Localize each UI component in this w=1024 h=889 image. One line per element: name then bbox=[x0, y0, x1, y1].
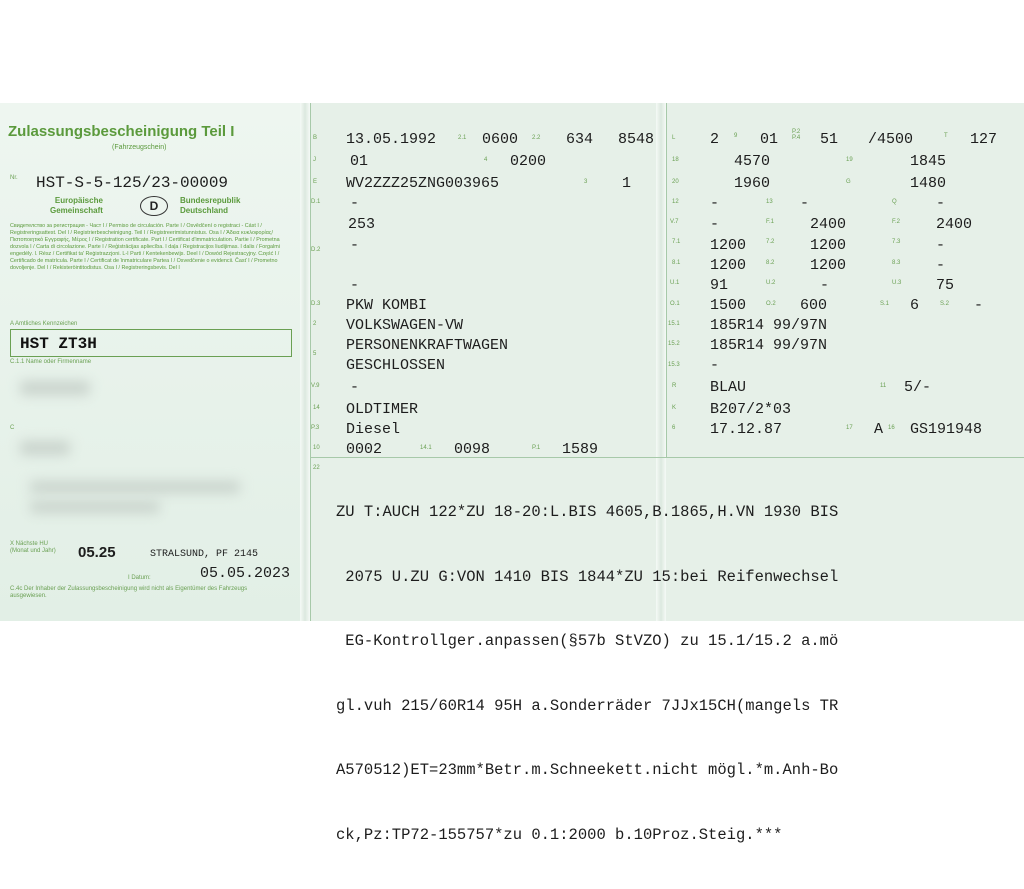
left-panel bbox=[0, 103, 302, 621]
field-d1: - bbox=[350, 195, 360, 212]
remarks-line: A570512)ET=23mm*Betr.m.Schneekett.nicht mögl.*m.Anh-Bo bbox=[336, 761, 839, 779]
code-14: 14 bbox=[313, 405, 320, 411]
c4c-note: C.4c Der Inhaber der Zulassungsbescheinigung wird nicht als Eigentümer des Fahrzeugs ausgewiesen. bbox=[10, 586, 248, 599]
code-b: B bbox=[313, 135, 318, 141]
code-u1: U.1 bbox=[670, 280, 680, 286]
field-2-2-b: 8548 bbox=[618, 131, 655, 148]
code-7-2: 7.2 bbox=[766, 239, 775, 245]
c-label: C bbox=[10, 425, 15, 431]
code-u2: U.2 bbox=[766, 280, 776, 286]
field-8-1: 1200 bbox=[710, 257, 747, 274]
field-p2: 51 bbox=[820, 131, 839, 148]
field-14-1: 0098 bbox=[454, 441, 491, 458]
field-l: 2 bbox=[710, 131, 720, 148]
field-u3: 75 bbox=[936, 277, 955, 294]
eu-label: Europäische Gemeinschaft bbox=[50, 196, 103, 215]
issue-date: 05.05.2023 bbox=[200, 565, 291, 582]
max-speed: 127 bbox=[970, 131, 998, 148]
code-d2: D.2 bbox=[311, 247, 321, 253]
code-t: T bbox=[944, 133, 948, 139]
issuing-office: STRALSUND, PF 2145 bbox=[150, 549, 259, 560]
document-title: Zulassungsbescheinigung Teil I bbox=[8, 123, 235, 140]
field-9: 01 bbox=[760, 131, 779, 148]
d-country-logo: D bbox=[140, 196, 168, 216]
code-8-1: 8.1 bbox=[672, 260, 681, 266]
remarks-line: ZU T:AUCH 122*ZU 18-20:L.BIS 4605,B.1865,H.VN 1930 BIS bbox=[336, 503, 839, 521]
field-d2-b: - bbox=[350, 277, 360, 294]
address-redacted-1 bbox=[30, 481, 240, 493]
grid-line bbox=[310, 457, 1024, 458]
multilanguage-text: Свидетелство за регистрация - Част I / Permiso de circulación. Parte I / Osvědčení o registraci - Část I / Registreringsattest. Del I / Registrierbescheinigung. Teil I / Registreerimistunnistus. Osa I / Άδεια κυκλοφορίας/Πιστοποιητικό Εγγραφής, Μέρος I / Registration certificate. Part I / Certificat d'immatriculation. Partie I / Prometna dozvola I / Carta di circolazione. Parte I / Reģistrācijas apliecība. I daļa / Registracijos liudijimas. I dalis / Forgalmi engedély. I. Rész / Certifikat ta' Reġistrazzjoni. L-I Parti / Kentekenbewijs. Deel I / Dowód Rejestracyjny. Część I / Certificado de matrícula. Parte I / Certificat de înmatriculare Partea I / Osvedčenie o evidencii. Časť I / Prometno dovoljenje. Del I / Rekisteröintitodistus. Osa I / Registreringsbevis. Del I bbox=[10, 223, 280, 271]
license-plate: HST ZT3H bbox=[20, 335, 97, 353]
vehicle-class: PKW KOMBI bbox=[346, 297, 428, 314]
code-p1: P.1 bbox=[532, 445, 541, 451]
field-11: 5/- bbox=[904, 379, 932, 396]
code-19: 19 bbox=[846, 157, 853, 163]
field-o2: 600 bbox=[800, 297, 828, 314]
code-j: J bbox=[313, 157, 316, 163]
nr-label: Nr. bbox=[10, 175, 18, 181]
code-22: 22 bbox=[313, 465, 320, 471]
code-13: 13 bbox=[766, 199, 773, 205]
code-14-1: 14.1 bbox=[420, 445, 432, 451]
seats: 6 bbox=[910, 297, 920, 314]
code-8-2: 8.2 bbox=[766, 260, 775, 266]
remarks-line: gl.vuh 215/60R14 95H a.Sonderräder 7JJx15CH(mangels TR bbox=[336, 696, 839, 715]
code-16: 16 bbox=[888, 425, 895, 431]
vehicle-type: PERSONENKRAFTWAGEN bbox=[346, 337, 509, 354]
width: 1845 bbox=[910, 153, 947, 170]
field-v9: - bbox=[350, 379, 360, 396]
field-12: - bbox=[710, 195, 720, 212]
code-2-2: 2.2 bbox=[532, 135, 541, 141]
plate-label: A Amtliches Kennzeichen bbox=[10, 321, 78, 327]
type-approval: B207/2*03 bbox=[710, 401, 792, 418]
code-r: R bbox=[672, 383, 677, 389]
code-v9: V.9 bbox=[311, 383, 320, 389]
document-subtitle: (Fahrzeugschein) bbox=[112, 144, 167, 151]
tyres-axle-1: 185R14 99/97N bbox=[710, 317, 828, 334]
code-7-1: 7.1 bbox=[672, 239, 681, 245]
code-9: 9 bbox=[734, 133, 738, 139]
code-10: 10 bbox=[313, 445, 320, 451]
field-4: 0200 bbox=[510, 153, 547, 170]
registration-document bbox=[0, 103, 1024, 844]
field-13: - bbox=[800, 195, 810, 212]
field-u2: - bbox=[820, 277, 830, 294]
max-mass-permitted: 2400 bbox=[936, 216, 973, 233]
field-253: 253 bbox=[348, 216, 376, 233]
code-15-2: 15.2 bbox=[668, 341, 680, 347]
field-8-2: 1200 bbox=[810, 257, 847, 274]
code-4: 4 bbox=[484, 157, 488, 163]
code-u3: U.3 bbox=[892, 280, 902, 286]
code-18: 18 bbox=[672, 157, 679, 163]
field-d2: - bbox=[350, 237, 360, 254]
fuel-type: Diesel bbox=[346, 421, 401, 438]
field-7-2: 1200 bbox=[810, 237, 847, 254]
code-o2: O.2 bbox=[766, 301, 776, 307]
remarks-line: 2075 U.ZU G:VON 1410 BIS 1844*ZU 15:bei Reifenwechsel bbox=[336, 567, 839, 586]
emission-class: OLDTIMER bbox=[346, 401, 419, 418]
field-u1: 91 bbox=[710, 277, 729, 294]
code-d1: D.1 bbox=[311, 199, 321, 205]
code-k: K bbox=[672, 405, 677, 411]
code-p2-p4: P.2 P.4 bbox=[792, 129, 801, 141]
address-redacted-2 bbox=[30, 501, 160, 513]
body-type: GESCHLOSSEN bbox=[346, 357, 446, 374]
owner-name-label: C.1.1 Name oder Firmenname bbox=[10, 359, 92, 365]
field-3: 1 bbox=[622, 175, 632, 192]
first-registration-date: 13.05.1992 bbox=[346, 131, 437, 148]
field-6-date: 17.12.87 bbox=[710, 421, 783, 438]
owner-firstname-redacted bbox=[20, 441, 70, 455]
displacement: 1589 bbox=[562, 441, 599, 458]
length: 4570 bbox=[734, 153, 771, 170]
fold-left bbox=[300, 103, 310, 621]
code-11: 11 bbox=[880, 383, 887, 389]
code-g: G bbox=[846, 179, 851, 185]
code-q: Q bbox=[892, 199, 897, 205]
vin: WV2ZZZ25ZNG003965 bbox=[346, 175, 500, 192]
country-label: Bundesrepublik Deutschland bbox=[180, 196, 241, 215]
tyres-axle-3: - bbox=[710, 357, 720, 374]
code-o1: O.1 bbox=[670, 301, 680, 307]
field-q: - bbox=[936, 195, 946, 212]
remarks-line: EG-Kontrollger.anpassen(§57b StVZO) zu 15.1/15.2 a.mö bbox=[336, 632, 839, 650]
date-label: I Datum: bbox=[128, 575, 151, 581]
code-20: 20 bbox=[672, 179, 679, 185]
manufacturer: VOLKSWAGEN-VW bbox=[346, 317, 464, 334]
code-f2: F.2 bbox=[892, 219, 901, 225]
field-o1: 1500 bbox=[710, 297, 747, 314]
document-number: HST-S-5-125/23-00009 bbox=[36, 174, 229, 192]
code-6: 6 bbox=[672, 425, 676, 431]
code-15-3: 15.3 bbox=[668, 362, 680, 368]
code-f1: F.1 bbox=[766, 219, 775, 225]
max-mass-technical: 2400 bbox=[810, 216, 847, 233]
owner-name-redacted bbox=[20, 381, 90, 395]
empty-mass: 1480 bbox=[910, 175, 947, 192]
code-2-1: 2.1 bbox=[458, 135, 467, 141]
tyres-axle-2: 185R14 99/97N bbox=[710, 337, 828, 354]
field-16: GS191948 bbox=[910, 421, 983, 438]
code-e: E bbox=[313, 179, 318, 185]
code-s1: S.1 bbox=[880, 301, 890, 307]
field-p4: /4500 bbox=[868, 131, 914, 148]
code-3: 3 bbox=[584, 179, 588, 185]
grid-line bbox=[666, 127, 667, 457]
grid-line bbox=[666, 103, 667, 127]
field-17: A bbox=[874, 421, 884, 438]
field-2-1: 0600 bbox=[482, 131, 519, 148]
code-p3: P.3 bbox=[311, 425, 320, 431]
field-10: 0002 bbox=[346, 441, 383, 458]
code-5: 5 bbox=[313, 351, 317, 357]
field-2-2: 634 bbox=[566, 131, 594, 148]
remarks-line: ck,Pz:TP72-155757*zu 0.1:2000 b.10Proz.Steig.*** bbox=[336, 825, 783, 844]
code-s2: S.2 bbox=[940, 301, 950, 307]
field-j: 01 bbox=[350, 153, 369, 170]
field-7-3: - bbox=[936, 237, 946, 254]
field-v7: - bbox=[710, 216, 720, 233]
color: BLAU bbox=[710, 379, 747, 396]
next-inspection-value: 05.25 bbox=[78, 544, 116, 561]
field-8-3: - bbox=[936, 257, 946, 274]
code-12: 12 bbox=[672, 199, 679, 205]
height: 1960 bbox=[734, 175, 771, 192]
grid-line bbox=[310, 103, 311, 127]
remarks-block bbox=[336, 459, 838, 889]
code-2: 2 bbox=[313, 321, 317, 327]
code-8-3: 8.3 bbox=[892, 260, 901, 266]
standing-places: - bbox=[974, 297, 984, 314]
code-l: L bbox=[672, 135, 676, 141]
code-v7: V.7 bbox=[670, 219, 679, 225]
code-15-1: 15.1 bbox=[668, 321, 680, 327]
next-inspection-label: X Nächste HU (Monat und Jahr) bbox=[10, 541, 56, 554]
code-d3: D.3 bbox=[311, 301, 321, 307]
field-7-1: 1200 bbox=[710, 237, 747, 254]
code-17: 17 bbox=[846, 425, 853, 431]
code-7-3: 7.3 bbox=[892, 239, 901, 245]
